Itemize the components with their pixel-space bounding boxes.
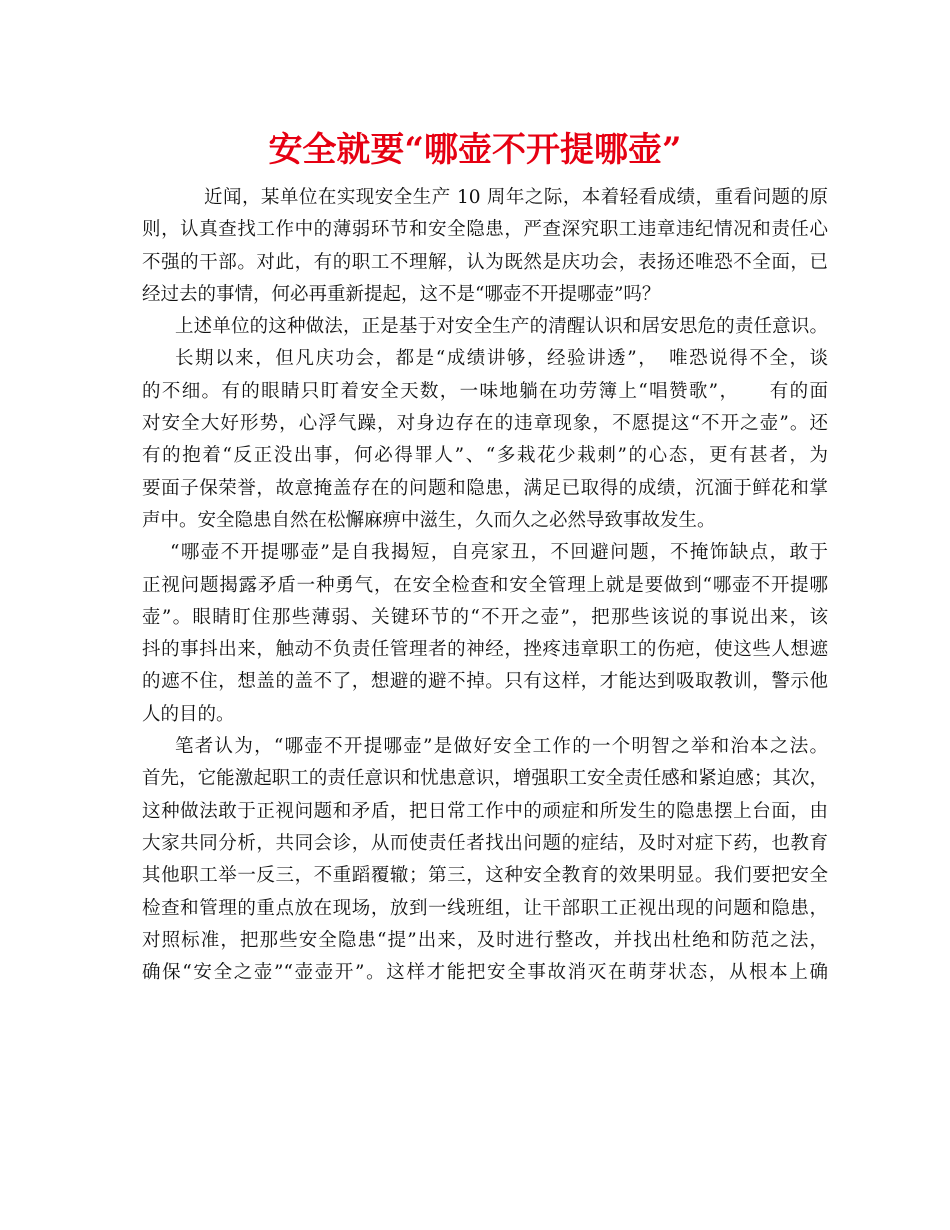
text-line: 抖的事抖出来，触动不负责任管理者的神经，挫疼违章职工的伤疤，使这些人想遮 bbox=[142, 639, 828, 661]
text-line: 对照标准，把那些安全隐患“提”出来，及时进行整改，并找出杜绝和防范之法， bbox=[142, 929, 828, 951]
text-line: 则，认真查找工作中的薄弱环节和安全隐患，严查深究职工违章违纪情况和责任心 bbox=[142, 219, 828, 241]
text-line: 正视问题揭露矛盾一种勇气，在安全检查和安全管理上就是要做到“哪壶不开提哪 bbox=[142, 574, 828, 596]
text-line: 经过去的事情，何必再重新提起，这不是“哪壶不开提哪壶”吗？ bbox=[142, 283, 661, 305]
text-line: “哪壶不开提哪壶”是自我揭短，自亮家丑，不回避问题，不掩饰缺点，敢于 bbox=[170, 542, 828, 564]
text-line: 首先，它能激起职工的责任意识和忧患意识，增强职工安全责任感和紧迫感；其次， bbox=[142, 768, 828, 790]
text-line: 其他职工举一反三，不重蹈覆辙；第三，这种安全教育的效果明显。我们要把安全 bbox=[142, 865, 828, 887]
text-line: 壶”。眼睛盯住那些薄弱、关键环节的“不开之壶”，把那些该说的事说出来，该 bbox=[142, 606, 828, 628]
text-line: 笔者认为，“哪壶不开提哪壶”是做好安全工作的一个明智之举和治本之法。 bbox=[175, 736, 828, 758]
text-line: 近闻，某单位在实现安全生产 10 周年之际，本着轻看成绩，重看问题的原 bbox=[204, 187, 828, 208]
text-line: 检查和管理的重点放在现场，放到一线班组，让干部职工正视出现的问题和隐患， bbox=[142, 897, 828, 919]
text-line: 人的目的。 bbox=[142, 703, 235, 725]
text-line: 的遮不住，想盖的盖不了，想避的避不掉。只有这样，才能达到吸取教训，警示他 bbox=[142, 671, 828, 693]
document-title: 安全就要“哪壶不开提哪壶” bbox=[268, 130, 682, 170]
text-line: 有的抱着“反正没出事，何必得罪人”、“多栽花少栽刺”的心态，更有甚者，为 bbox=[142, 445, 828, 467]
text-line: 大家共同分析，共同会诊，从而使责任者找出问题的症结，及时对症下药，也教育 bbox=[142, 832, 828, 854]
text-line: 对安全大好形势，心浮气躁，对身边存在的违章现象，不愿提这“不开之壶”。还 bbox=[142, 413, 828, 435]
text-line: 确保“安全之壶”“壶壶开”。这样才能把安全事故消灭在萌芽状态，从根本上确 bbox=[142, 962, 828, 984]
text-line: 的不细。有的眼睛只盯着安全天数，一味地躺在功劳簿上“唱赞歌”， 有的面 bbox=[142, 380, 828, 402]
text-line: 这种做法敢于正视问题和矛盾，把日常工作中的顽症和所发生的隐患摆上台面，由 bbox=[142, 800, 828, 822]
text-line: 要面子保荣誉，故意掩盖存在的问题和隐患，满足已取得的成绩，沉湎于鲜花和掌 bbox=[142, 477, 828, 499]
text-line: 上述单位的这种做法，正是基于对安全生产的清醒认识和居安思危的责任意识。 bbox=[175, 316, 828, 338]
text-line: 声中。安全隐患自然在松懈麻痹中滋生，久而久之必然导致事故发生。 bbox=[142, 509, 716, 531]
text-line: 长期以来，但凡庆功会，都是“成绩讲够，经验讲透”， 唯恐说得不全，谈 bbox=[175, 348, 828, 370]
document-body bbox=[142, 182, 828, 989]
text-line: 不强的干部。对此，有的职工不理解，认为既然是庆功会，表扬还唯恐不全面，已 bbox=[142, 251, 828, 273]
